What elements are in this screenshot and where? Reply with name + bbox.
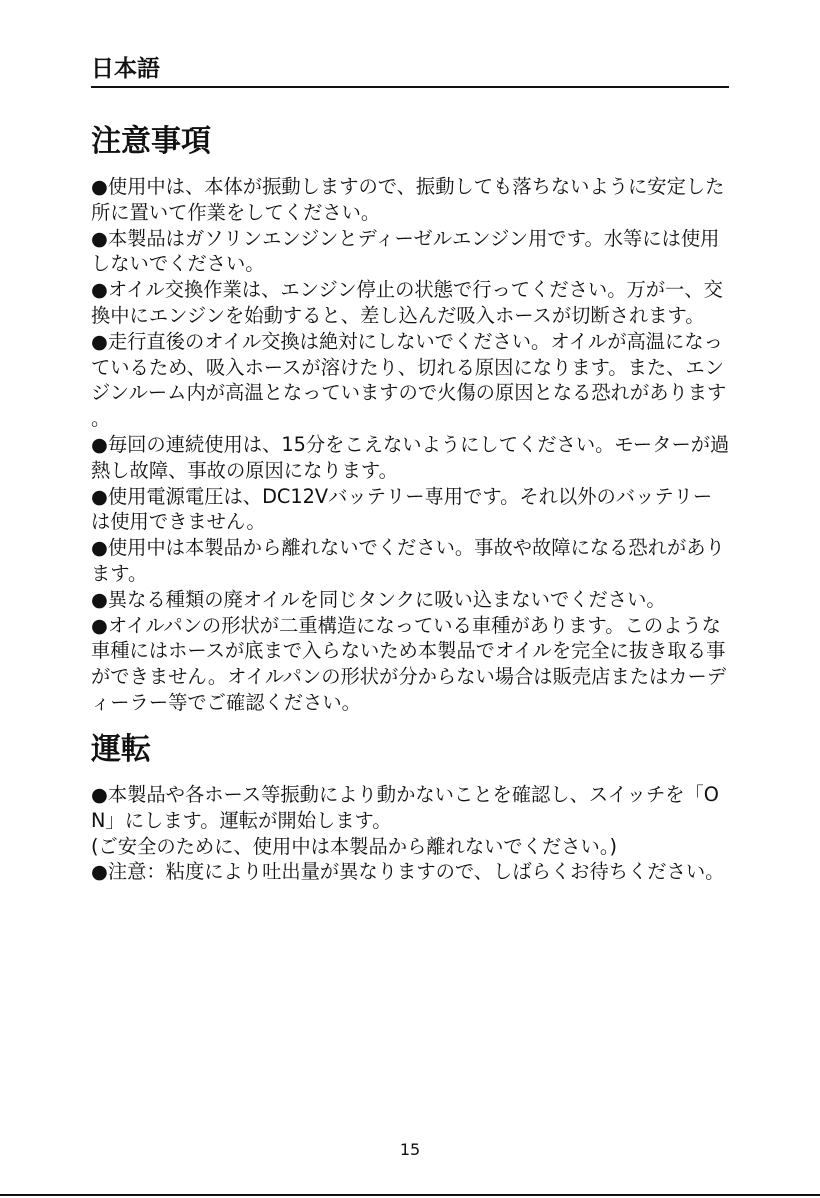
operation-body xyxy=(91,782,731,885)
precautions-list xyxy=(91,174,731,716)
operation-line: ●注意：粘度により吐出量が異なりますので、しばらくお待ちください。 xyxy=(91,860,725,884)
precaution-item: ●走行直後のオイル交換は絶対にしないでください。オイルが高温になっているため、吸入ホースが溶けたり、切れる原因になります。また、エンジンルーム内が高温となっていますので火傷の原因となる恐れがあります。 xyxy=(91,329,727,431)
precaution-item: ●オイル交換作業は、エンジン停止の状態で行ってください。万が一、交換中にエンジンを始動すると、差し込んだ吸入ホースが切断されます。 xyxy=(91,278,723,327)
operation-line: ●本製品や各ホース等振動により動かないことを確認し、スイッチを「ON」にします。運転が開始します。 xyxy=(91,783,719,832)
precaution-item: ●異なる種類の廃オイルを同じタンクに吸い込まないでください。 xyxy=(91,587,666,611)
page-number: 15 xyxy=(399,1140,421,1159)
precaution-item: ●使用中は本製品から離れないでください。事故や故障になる恐れがあります。 xyxy=(91,536,725,585)
operation-title: 運転 xyxy=(91,732,151,767)
precaution-item: ●オイルパンの形状が二重構造になっている車種があります。このような車種にはホースが底まで入らないため本製品でオイルを完全に抜き取る事ができません。オイルパンの形状が分からない場合は販売店またはカーディーラー等でご確認ください。 xyxy=(91,613,727,714)
operation-line: (ご安全のために、使用中は本製品から離れないでください。) xyxy=(91,834,617,858)
bottom-divider xyxy=(0,1194,820,1196)
precaution-item: ●使用電源電圧は、DC12Vバッテリー専用です。それ以外のバッテリーは使用できません。 xyxy=(91,484,713,534)
precautions-title: 注意事項 xyxy=(91,124,211,159)
precaution-item: ●使用中は、本体が振動しますので、振動しても落ちないように安定した所に置いて作業をしてください。 xyxy=(91,175,725,224)
language-header: 日本語 xyxy=(91,54,729,88)
precaution-item: ●毎回の連続使用は、15分をこえないようにしてください。モーターが過熱し故障、事故の原因になります。 xyxy=(91,432,730,482)
precaution-item: ●本製品はガソリンエンジンとディーゼルエンジン用です。水等には使用しないでください。 xyxy=(91,226,720,276)
